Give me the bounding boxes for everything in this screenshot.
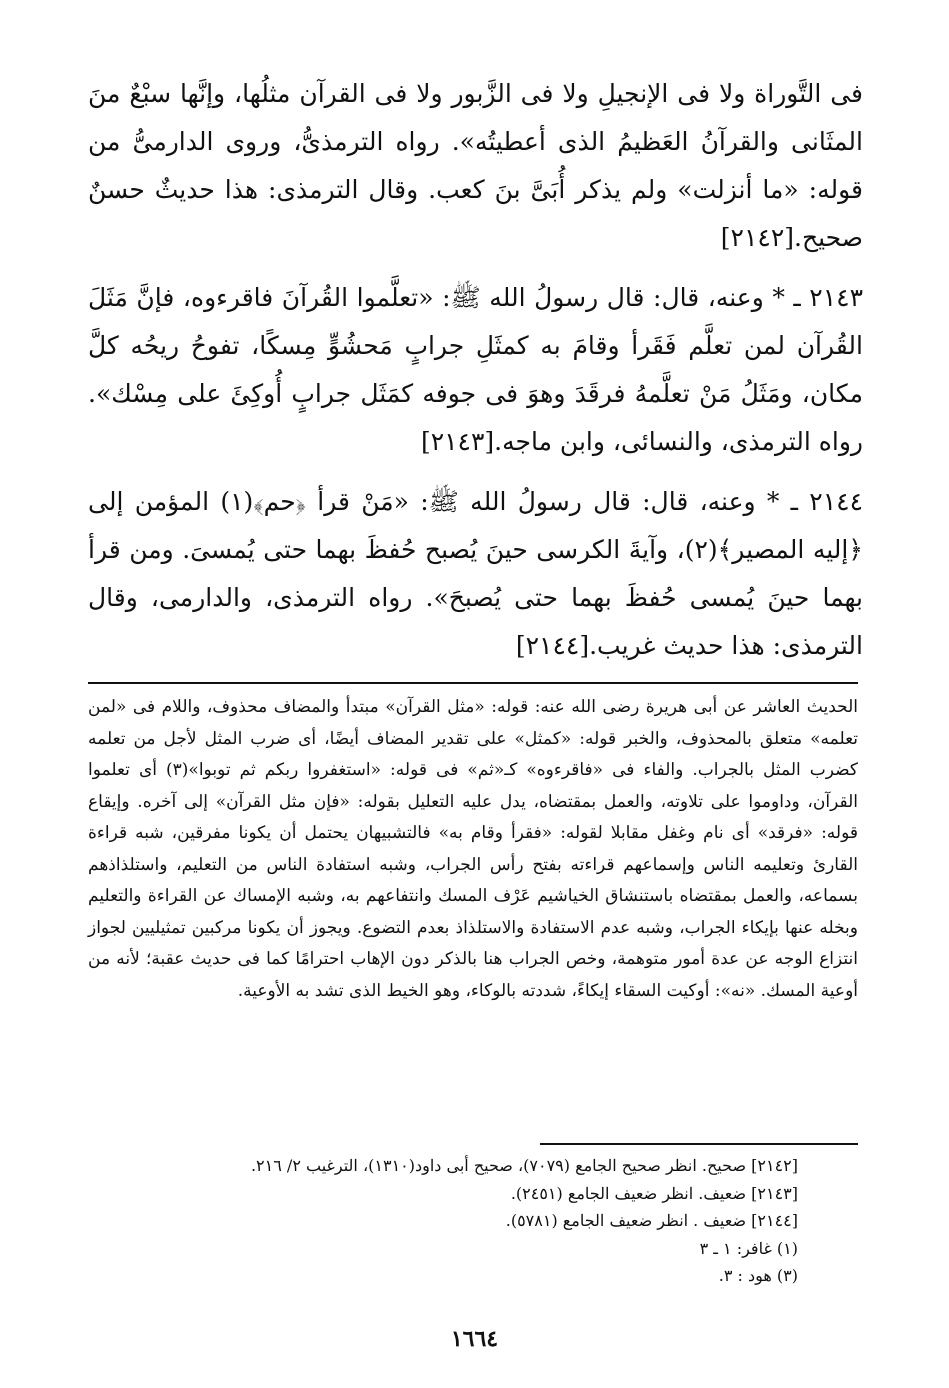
footnote-divider: [540, 1143, 858, 1145]
hadith-paragraph: ٢١٤٣ ـ * وعنه، قال: قال رسولُ الله ﷺ: «تعلَّموا القُرآنَ فاقرءوه، فإنَّ مَثَلَ القُرآن لمن تعلَّم فَقَرأ وقامَ به كمثَلِ جرابٍ مَحشُوٍّ مِسكًا، تفوحُ ريحُه كلَّ مكان، ومَثَلُ مَنْ تعلَّمهُ فرقَدَ وهوَ فى جوفه كمَثَل جرابٍ أُوكِئَ على مِسْك». رواه الترمذى، والنسائى، وابن ماجه.[٢١٤٣]: [88, 283, 863, 456]
hadith-text-block: [88, 70, 863, 682]
footnote: [٢١٤٤] ضعيف . انظر ضعيف الجامع (٥٧٨١).: [505, 1211, 798, 1230]
hadith-paragraph: فى التَّوراة ولا فى الإنجيلِ ولا فى الزَّبور ولا فى القرآن مثلُها، وإنَّها سبْعٌ منَ المثَانى والقرآنُ العَظيمُ الذى أعطيتُه». رواه الترمذىُّ، وروى الدارمىُّ من قوله: «ما أنزلت» ولم يذكر أُبَىَّ بنَ كعب. وقال الترمذى: هذا حديثٌ حسنٌ صحيح.[٢١٤٢]: [88, 79, 863, 252]
footnote: (٣) هود : ٣.: [718, 1266, 798, 1285]
hadith-paragraph: ٢١٤٤ ـ * وعنه، قال: قال رسولُ الله ﷺ: «مَنْ قرأ ﴿حم﴾(١) المؤمن إلى ﴿إليه المصير﴾(٢)، وآيةَ الكرسى حينَ يُصبح حُفظَ بهما حتى يُمسىَ. ومن قرأ بهما حينَ يُمسى حُفظَ بهما حتى يُصبحَ». رواه الترمذى، والدارمى، وقال الترمذى: هذا حديث غريب.[٢١٤٤]: [88, 487, 864, 660]
commentary-block: [88, 692, 858, 1007]
commentary-paragraph: الحديث العاشر عن أبى هريرة رضى الله عنه: قوله: «مثل القرآن» مبتدأ والمضاف محذوف، واللام فى «لمن تعلمه» متعلق بالمحذوف، والخبر قوله: «كمثل» على تقدير المضاف أيضًا، أى ضرب المثل لأجل من تعلمه كضرب المثل بالجراب. والفاء فى «فاقرءوه» كـ«ثم» فى قوله: «استغفروا ربكم ثم توبوا»(٣) أى تعلموا القرآن، وداوموا على تلاوته، والعمل بمقتضاه، يدل عليه التعليل بقوله: «فإن مثل القرآن» إلى آخره. وإيقاع قوله: «فرقد» أى نام وغفل مقابلا لقوله: «فقرأ وقام به» فالتشبيهان يحتمل أن يكونا مفرقين، شبه قراءة القارئ وتعليمه الناس وإسماعهم قراءته بفتح رأس الجراب، وشبه استفادة الناس من التعليم، واستلذاذهم بسماعه، والعمل بمقتضاه باستنشاق الخياشيم عَرْف المسك وانتفاعهم به، وشبه الإمساك عن القراءة والتعليم وبخله عنها بإيكاء الجراب، وشبه عدم الاستفادة والاستلذاذ بعدم التضوع. ويجوز أن يكونا مركبين تمثيليين لجواز انتزاع الوجه عن عدة أمور متوهمة، وخص الجراب هنا بالذكر دون الإهاب احترامًا كما فى حديث عقبة؛ لأنه من أوعية المسك. «نه»: أوكيت السقاء إيكاءً، شددته بالوكاء، وهو الخيط الذى تشد به الأوعية.: [88, 697, 858, 1001]
footnote: [٢١٤٢] صحيح. انظر صحيح الجامع (٧٠٧٩)، صحيح أبى داود(١٣١٠)، الترغيب ٢/ ٢١٦.: [250, 1156, 798, 1175]
footnote: [٢١٤٣] ضعيف. انظر ضعيف الجامع (٢٤٥١).: [510, 1183, 798, 1203]
footnote: (١) غافر: ١ ـ ٣: [699, 1238, 798, 1258]
commentary-divider: [88, 682, 858, 684]
footnotes-block: [88, 1152, 858, 1290]
page-number: ١٦٦٤: [450, 1326, 499, 1352]
